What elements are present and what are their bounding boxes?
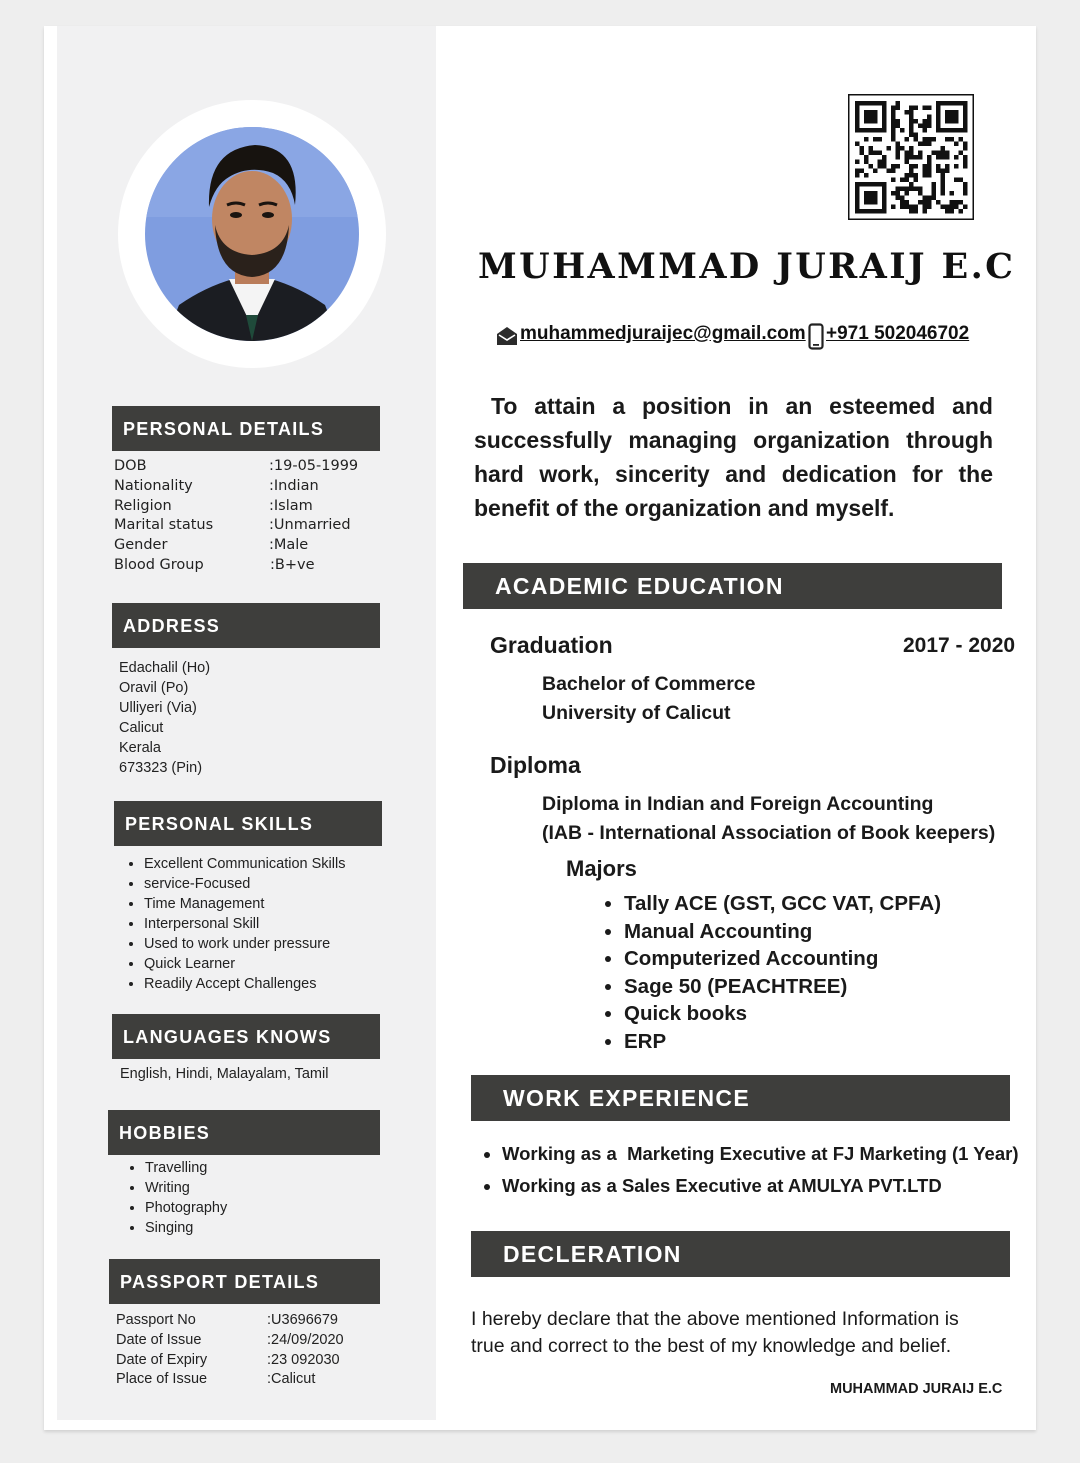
declaration-text — [471, 1306, 959, 1360]
detail-label: Blood Group — [114, 556, 204, 573]
passport-row — [116, 1351, 376, 1371]
list-item: • service-Focused — [144, 874, 345, 894]
detail-label: DOB — [114, 458, 147, 474]
languages-heading: LANGUAGES KNOWS — [112, 1014, 380, 1059]
education-heading: ACADEMIC EDUCATION — [463, 563, 1002, 609]
list-item: • Tally ACE (GST, GCC VAT, CPFA) — [624, 890, 941, 918]
list-item: • Computerized Accounting — [624, 945, 941, 973]
candidate-name: MUHAMMAD JURAIJ E.C — [478, 246, 1016, 287]
personal-detail-row — [114, 536, 374, 556]
declaration-heading: DECLERATION — [471, 1231, 1010, 1277]
declaration-line: true and correct to the best of my knowledge and belief. — [471, 1335, 952, 1357]
diploma-name: Diploma in Indian and Foreign Accounting — [542, 793, 934, 815]
list-item: • Writing — [145, 1178, 227, 1198]
list-item: • Time Management — [144, 894, 345, 914]
detail-value: :Islam — [269, 497, 313, 514]
detail-value: :B+ve — [270, 556, 315, 573]
career-objective: To attain a position in an esteemed and successfully managing organization through hard work, sincerity and dedication for the benefit of the organization and myself. — [474, 393, 993, 521]
detail-value: :Unmarried — [269, 517, 351, 534]
personal-detail-row — [114, 457, 374, 477]
hobbies-heading: HOBBIES — [108, 1110, 380, 1155]
work-experience-heading: WORK EXPERIENCE — [471, 1075, 1010, 1121]
list-item: • Quick books — [624, 1000, 941, 1028]
list-item: • Travelling — [145, 1158, 227, 1178]
detail-value: :Indian — [269, 477, 319, 494]
passport-heading: PASSPORT DETAILS — [109, 1259, 380, 1304]
address-line: Calicut — [119, 720, 164, 736]
address-line: 673323 (Pin) — [119, 760, 203, 776]
detail-label: Gender — [114, 537, 168, 554]
graduation-years: 2017 - 2020 — [903, 634, 1016, 657]
detail-value: :Male — [269, 537, 309, 554]
phone-link[interactable]: +971 502046702 — [826, 323, 970, 344]
envelope-icon — [496, 326, 518, 351]
diploma-title: Diploma — [490, 752, 581, 778]
list-item: • Working as a Marketing Executive at FJ Marketing (1 Year) — [502, 1138, 1018, 1170]
majors-list — [596, 890, 941, 1056]
detail-value: :U3696679 — [267, 1312, 338, 1328]
detail-value: :23 092030 — [267, 1351, 340, 1368]
diploma-institute: (IAB - International Association of Book keepers) — [542, 822, 996, 844]
address-heading: ADDRESS — [112, 603, 380, 648]
detail-value: :24/09/2020 — [267, 1331, 344, 1348]
detail-value: :19-05-1999 — [269, 458, 359, 474]
list-item: • Manual Accounting — [624, 918, 941, 946]
list-item: • Readily Accept Challenges — [144, 974, 345, 994]
passport-row — [116, 1331, 376, 1351]
skills-list — [114, 854, 345, 994]
graduation-degree: Bachelor of Commerce — [542, 673, 756, 695]
passport-row — [116, 1311, 376, 1331]
list-item: • ERP — [624, 1028, 941, 1056]
declaration-line: I hereby declare that the above mentioned Information is — [471, 1308, 959, 1330]
list-item: • Working as a Sales Executive at AMULYA PVT.LTD — [502, 1170, 1018, 1202]
address-block — [119, 658, 210, 778]
passport-row — [116, 1370, 376, 1390]
address-line: Edachalil (Ho) — [119, 660, 211, 676]
mobile-phone-icon — [808, 323, 824, 355]
list-item: • Singing — [145, 1218, 227, 1238]
graduation-title: Graduation — [490, 632, 613, 658]
detail-label: Religion — [114, 497, 172, 514]
profile-photo — [145, 127, 359, 341]
detail-label: Date of Issue — [116, 1331, 202, 1348]
detail-label: Date of Expiry — [116, 1351, 208, 1368]
address-line: Oravil (Po) — [119, 680, 189, 696]
address-line: Ulliyeri (Via) — [119, 700, 197, 716]
personal-skills-heading: PERSONAL SKILLS — [114, 801, 382, 846]
hobbies-list — [115, 1158, 227, 1238]
work-experience-list — [474, 1138, 1018, 1202]
qr-code — [848, 94, 974, 220]
personal-detail-row — [114, 516, 374, 536]
personal-detail-row — [114, 497, 374, 517]
personal-detail-row — [114, 556, 374, 576]
list-item: • Interpersonal Skill — [144, 914, 345, 934]
detail-label: Passport No — [116, 1312, 196, 1328]
detail-label: Place of Issue — [116, 1371, 208, 1388]
detail-label: Marital status — [114, 517, 214, 534]
detail-label: Nationality — [114, 477, 193, 494]
list-item: • Used to work under pressure — [144, 934, 345, 954]
personal-detail-row — [114, 477, 374, 497]
languages-text: English, Hindi, Malayalam, Tamil — [120, 1066, 329, 1082]
list-item: • Photography — [145, 1198, 227, 1218]
signature-name: MUHAMMAD JURAIJ E.C — [830, 1381, 1003, 1397]
list-item: • Excellent Communication Skills — [144, 854, 345, 874]
majors-title: Majors — [566, 856, 637, 881]
list-item: • Sage 50 (PEACHTREE) — [624, 973, 941, 1001]
passport-list — [116, 1311, 376, 1390]
list-item: • Quick Learner — [144, 954, 345, 974]
personal-details-heading: PERSONAL DETAILS — [112, 406, 380, 451]
detail-value: :Calicut — [267, 1371, 316, 1388]
personal-details-list — [114, 457, 374, 576]
address-line: Kerala — [119, 740, 161, 756]
graduation-university: University of Calicut — [542, 702, 731, 724]
email-link[interactable]: muhammedjuraijec@gmail.com — [520, 323, 806, 344]
